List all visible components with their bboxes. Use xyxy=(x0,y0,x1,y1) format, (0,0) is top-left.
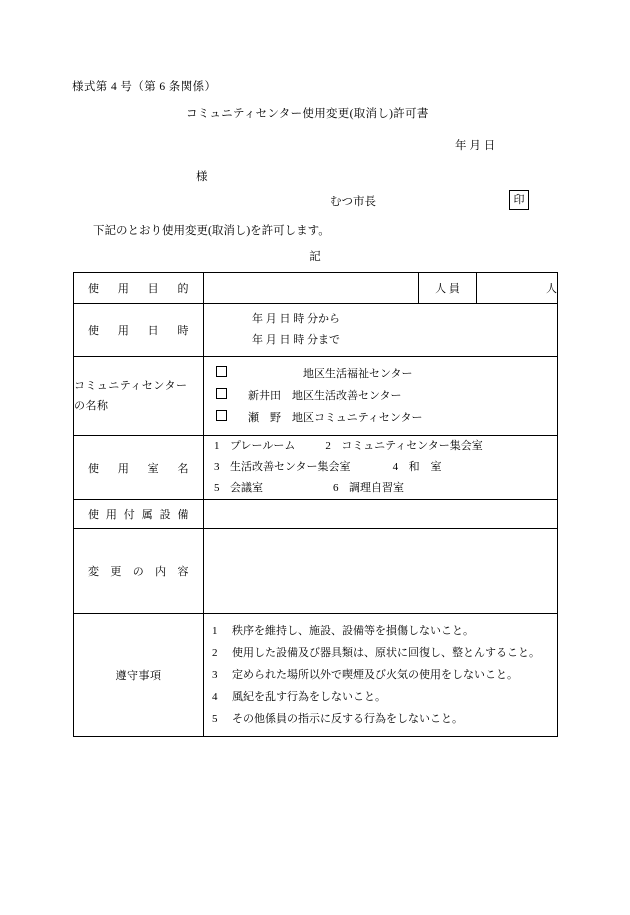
people-label-cell: 人 員 xyxy=(419,273,477,304)
datetime-line-from: 年 月 日 時 分から xyxy=(252,313,340,325)
equipment-value-cell[interactable] xyxy=(204,500,558,529)
room-label-cell xyxy=(74,436,204,500)
rule-no: 1 xyxy=(212,625,218,637)
room-no: 4 xyxy=(392,461,399,473)
room-no: 3 xyxy=(214,461,220,473)
room-name: コミュニティセンター集会室 xyxy=(341,440,483,452)
table-row-purpose xyxy=(74,273,558,304)
room-name: 会議室 xyxy=(230,482,263,494)
rule-no: 5 xyxy=(212,713,218,725)
room-name: 調理自習室 xyxy=(349,482,404,494)
people-value-cell[interactable]: 人 xyxy=(477,273,558,304)
center-option-label: 新井田 地区生活改善センター xyxy=(237,390,402,402)
list-item xyxy=(212,620,557,642)
center-option-row[interactable] xyxy=(204,385,557,407)
issuer-name: むつ市長 xyxy=(330,196,376,208)
rule-no: 4 xyxy=(212,691,218,703)
center-option-row[interactable] xyxy=(204,407,557,429)
rule-text: 使用した設備及び器具類は、原状に回復し、整とんすること。 xyxy=(232,647,540,659)
rules-label-cell: 遵守事項 xyxy=(74,614,204,737)
table-row-datetime xyxy=(74,304,558,357)
list-item xyxy=(212,664,557,686)
room-option-row[interactable] xyxy=(204,436,557,457)
list-item xyxy=(212,642,557,664)
lead-text: 下記のとおり使用変更(取消し)を許可します。 xyxy=(93,225,330,237)
list-item xyxy=(212,686,557,708)
rule-text: その他係員の指示に反する行為をしないこと。 xyxy=(232,713,463,725)
room-options-cell xyxy=(204,436,558,500)
form-number: 様式第 4 号（第 6 条関係） xyxy=(72,81,217,93)
center-label-line1: コミュニティセンター xyxy=(74,380,188,392)
room-no: 2 xyxy=(325,440,331,452)
change-value-cell[interactable] xyxy=(204,529,558,614)
table-row-change xyxy=(74,529,558,614)
purpose-label-cell xyxy=(74,273,204,304)
checkbox-icon[interactable] xyxy=(216,410,227,421)
list-item xyxy=(212,708,557,730)
change-label-cell xyxy=(74,529,204,614)
center-label-line2: の名称 xyxy=(74,400,109,412)
room-option-row[interactable] xyxy=(204,457,557,478)
center-option-row[interactable] xyxy=(204,363,557,385)
permit-table xyxy=(73,272,558,737)
datetime-label-cell xyxy=(74,304,204,357)
table-row-rules xyxy=(74,614,558,737)
table-row-center-name xyxy=(74,357,558,436)
table-row-equipment xyxy=(74,500,558,529)
room-no: 5 xyxy=(214,482,220,494)
room-name: 和 室 xyxy=(408,461,442,473)
datetime-label: 使 用 日 時 xyxy=(88,325,189,337)
purpose-label: 使 用 目 的 xyxy=(88,283,189,295)
rules-list xyxy=(204,614,557,736)
date-line: 年 月 日 xyxy=(455,140,496,152)
center-label-cell xyxy=(74,357,204,436)
ki-heading: 記 xyxy=(309,251,321,263)
rule-no: 2 xyxy=(212,647,218,659)
room-option-row[interactable] xyxy=(204,478,557,499)
datetime-line-to: 年 月 日 時 分まで xyxy=(252,334,340,346)
equipment-label-cell xyxy=(74,500,204,529)
rule-text: 秩序を維持し、施設、設備等を損傷しないこと。 xyxy=(232,625,474,637)
document-title: コミュニティセンター使用変更(取消し)許可書 xyxy=(186,108,429,120)
checkbox-icon[interactable] xyxy=(216,388,227,399)
center-options-cell xyxy=(204,357,558,436)
checkbox-icon[interactable] xyxy=(216,366,227,377)
addressee-suffix: 様 xyxy=(196,171,208,183)
table-row-room xyxy=(74,436,558,500)
change-label: 変 更 の 内 容 xyxy=(88,566,189,578)
center-option-label: 地区生活福祉センター xyxy=(237,368,413,380)
rule-text: 定められた場所以外で喫煙及び火気の使用をしないこと。 xyxy=(232,669,518,681)
center-option-label: 瀬 野 地区コミュニティセンター xyxy=(237,412,423,424)
datetime-value-cell[interactable] xyxy=(204,304,558,357)
room-no: 1 xyxy=(214,440,220,452)
equipment-label: 使 用 付 属 設 備 xyxy=(88,509,189,521)
rule-no: 3 xyxy=(212,669,218,681)
room-name: プレールーム xyxy=(230,440,296,452)
rule-text: 風紀を乱す行為をしないこと。 xyxy=(232,691,386,703)
room-label: 使 用 室 名 xyxy=(88,462,189,475)
seal-box: 印 xyxy=(509,190,529,210)
rules-list-cell xyxy=(204,614,558,737)
room-name: 生活改善センター集会室 xyxy=(230,461,351,473)
purpose-value-cell[interactable] xyxy=(204,273,419,304)
room-no: 6 xyxy=(333,482,339,494)
